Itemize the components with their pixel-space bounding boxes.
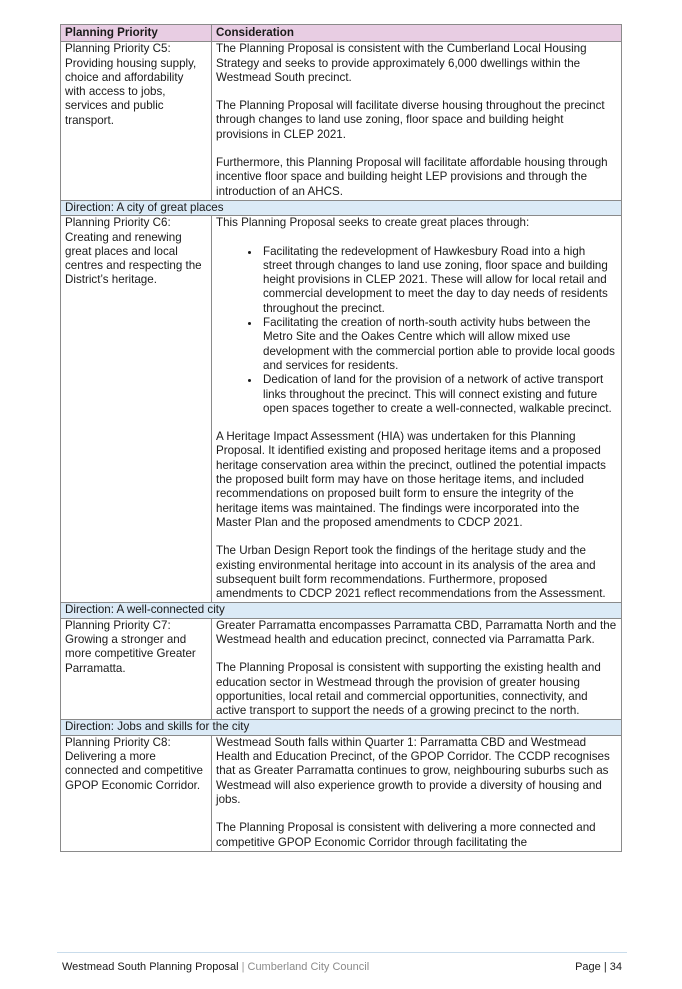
consideration-paragraph: The Planning Proposal is consistent with the Cumberland Local Housing Strategy and seeks to provide approximately 6,000 dwellings within the Westmead South precinct. <box>216 42 587 84</box>
table-row-c8 <box>61 735 622 851</box>
bullet-item: • Facilitating the redevelopment of Hawkesbury Road into a high street through changes to land use zoning, floor space and building height provisions in CLEP 2021. These will allow for local retail and commercial development to meet the day to day needs of residents throughout the precinct. <box>261 245 617 316</box>
consideration-cell <box>212 216 622 603</box>
consideration-paragraph: Westmead South falls within Quarter 1: Parramatta CBD and Westmead Health and Education Precinct, of the GPOP Corridor. The CCDP recognises that as Greater Parramatta continues to grow, neighbouring suburbs such as Westmead will also experience growth to provide a diversity of housing and jobs. <box>216 735 610 806</box>
priority-cell: Planning Priority C7: Growing a stronger and more competitive Greater Parramatta. <box>61 618 212 720</box>
direction-row <box>61 603 622 618</box>
consideration-paragraph: The Planning Proposal is consistent with delivering a more connected and competitive GPOP Economic Corridor through facilitating the <box>216 821 596 849</box>
table-header-row <box>61 25 622 42</box>
consideration-paragraph: Greater Parramatta encompasses Parramatta CBD, Parramatta North and the Westmead health and education precinct, connected via Parramatta Park. <box>216 618 617 646</box>
bullet-item: • Facilitating the creation of north-south activity hubs between the Metro Site and the Oakes Centre which will allow mixed use development with the commercial portion able to provide local goods and services for residents. <box>261 316 617 373</box>
planning-priority-table <box>60 24 622 852</box>
council-name: Cumberland City Council <box>247 961 370 973</box>
consideration-cell <box>212 42 622 201</box>
consideration-cell <box>212 735 622 851</box>
direction-label: Direction: Jobs and skills for the city <box>61 720 622 735</box>
direction-row <box>61 200 622 215</box>
page-footer <box>62 961 622 973</box>
priority-cell: Planning Priority C5: Providing housing supply, choice and affordability with access to jobs, services and public transport. <box>61 42 212 201</box>
table-row-c6 <box>61 216 622 603</box>
document-title: Westmead South Planning Proposal <box>62 961 239 973</box>
footer-divider <box>57 952 627 953</box>
priority-cell: Planning Priority C6: Creating and renewing great places and local centres and respecting the District’s heritage. <box>61 216 212 603</box>
table-row-c5 <box>61 42 622 201</box>
bullet-item: • Dedication of land for the provision of a network of active transport links throughout the precinct. This will connect existing and future open spaces together to create a well-connected, walkable precinct. <box>261 373 617 416</box>
table-row-c7 <box>61 618 622 720</box>
consideration-paragraph: Furthermore, this Planning Proposal will facilitate affordable housing through incentive floor space and building height LEP provisions and through the introduction of an AHCS. <box>216 156 608 198</box>
direction-row <box>61 720 622 735</box>
consideration-paragraph: The Urban Design Report took the findings of the heritage study and the existing environmental heritage into account in its analysis of the area and subsequent built form recommendations. Furthermore, proposed amendments to CDCP 2021 reflect recommendations from the Assessment. <box>216 544 606 601</box>
direction-label: Direction: A city of great places <box>61 200 622 215</box>
footer-separator: | <box>241 961 245 973</box>
consideration-paragraph: The Planning Proposal will facilitate diverse housing throughout the precinct through changes to land use zoning, floor space and building height provisions in CLEP 2021. <box>216 99 605 141</box>
consideration-intro: This Planning Proposal seeks to create great places through: <box>216 216 530 230</box>
consideration-paragraph: A Heritage Impact Assessment (HIA) was undertaken for this Planning Proposal. It identified existing and proposed heritage items and a proposed heritage conservation area within the precinct, outlined the potential impacts the proposed built form may have on those heritage items, and included recommendations on proposed built form to ensure the integrity of the heritage items was maintained. The findings were incorporated into the Master Plan and the proposed amendments to CDCP 2021. <box>216 430 606 529</box>
header-consideration: Consideration <box>212 25 622 42</box>
header-planning-priority: Planning Priority <box>61 25 212 42</box>
direction-label: Direction: A well-connected city <box>61 603 622 618</box>
consideration-cell <box>212 618 622 720</box>
table-body <box>61 25 622 852</box>
consideration-paragraph: The Planning Proposal is consistent with supporting the existing health and education sector in Westmead through the provision of greater housing opportunities, local retail and commercial opportunities, connectivity, and active transport to support the needs of a growing precinct to the north. <box>216 661 601 718</box>
page-number: Page | 34 <box>575 961 622 973</box>
bullet-list <box>216 245 617 417</box>
priority-cell: Planning Priority C8: Delivering a more connected and competitive GPOP Economic Corridor. <box>61 735 212 851</box>
